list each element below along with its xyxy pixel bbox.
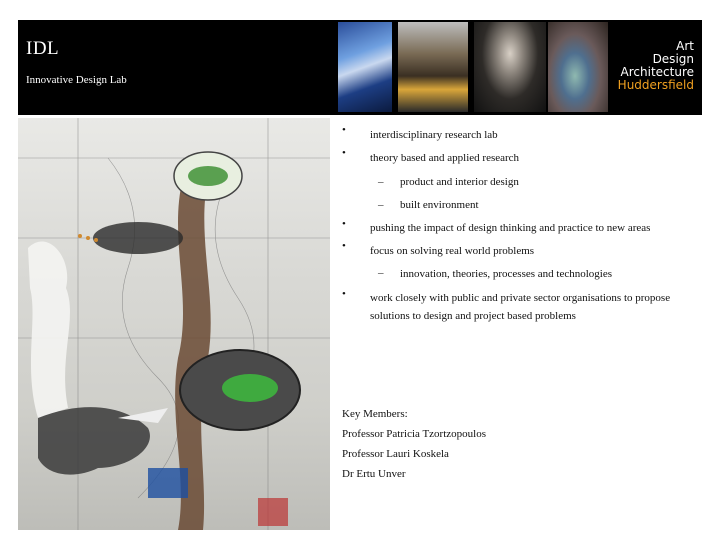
sub-dash: –: [378, 267, 384, 279]
tagline-architecture: Architecture: [620, 65, 694, 79]
bullet-dot: •: [342, 147, 346, 159]
bullet-dot: •: [342, 240, 346, 252]
tagline-art: Art: [676, 39, 694, 53]
lab-subtitle: Innovative Design Lab: [26, 74, 127, 86]
key-members: [342, 404, 486, 484]
logo-text: IDL: [26, 38, 60, 59]
bullet-text: pushing the impact of design thinking and practice to new areas: [370, 222, 651, 234]
collage-illustration: [18, 118, 330, 530]
sub-dash: –: [378, 176, 384, 188]
design-collage-image: [18, 118, 330, 530]
bullet-dot: •: [342, 218, 346, 230]
product-photo: [398, 22, 468, 112]
bullet-text: work closely with public and private sector organisations to propose: [370, 292, 671, 304]
member-name: Professor Lauri Koskela: [342, 448, 449, 460]
sub-dash: –: [378, 199, 384, 211]
bullet-text: interdisciplinary research lab: [370, 129, 498, 141]
member-name: Professor Patricia Tzortzopoulos: [342, 428, 486, 440]
bullet-dot: •: [342, 288, 346, 300]
bullet-text-continued: solutions to design and project based problems: [370, 310, 576, 322]
bullet-text: theory based and applied research: [370, 152, 520, 164]
member-name: Dr Ertu Unver: [342, 468, 406, 480]
tagline-huddersfield: Huddersfield: [617, 78, 694, 92]
bullet-text: focus on solving real world problems: [370, 245, 535, 257]
tagline: [618, 40, 694, 92]
header-banner: [18, 20, 702, 115]
sub-bullet-text: built environment: [400, 199, 479, 211]
architecture-photo: [338, 22, 392, 112]
chair-photo: [548, 22, 608, 112]
members-heading: Key Members:: [342, 408, 408, 420]
portrait-photo: [474, 22, 546, 112]
tagline-design: Design: [652, 52, 694, 66]
bullet-dot: •: [342, 124, 346, 136]
sub-bullet-text: product and interior design: [400, 176, 519, 188]
sub-bullet-text: innovation, theories, processes and technologies: [400, 268, 613, 280]
